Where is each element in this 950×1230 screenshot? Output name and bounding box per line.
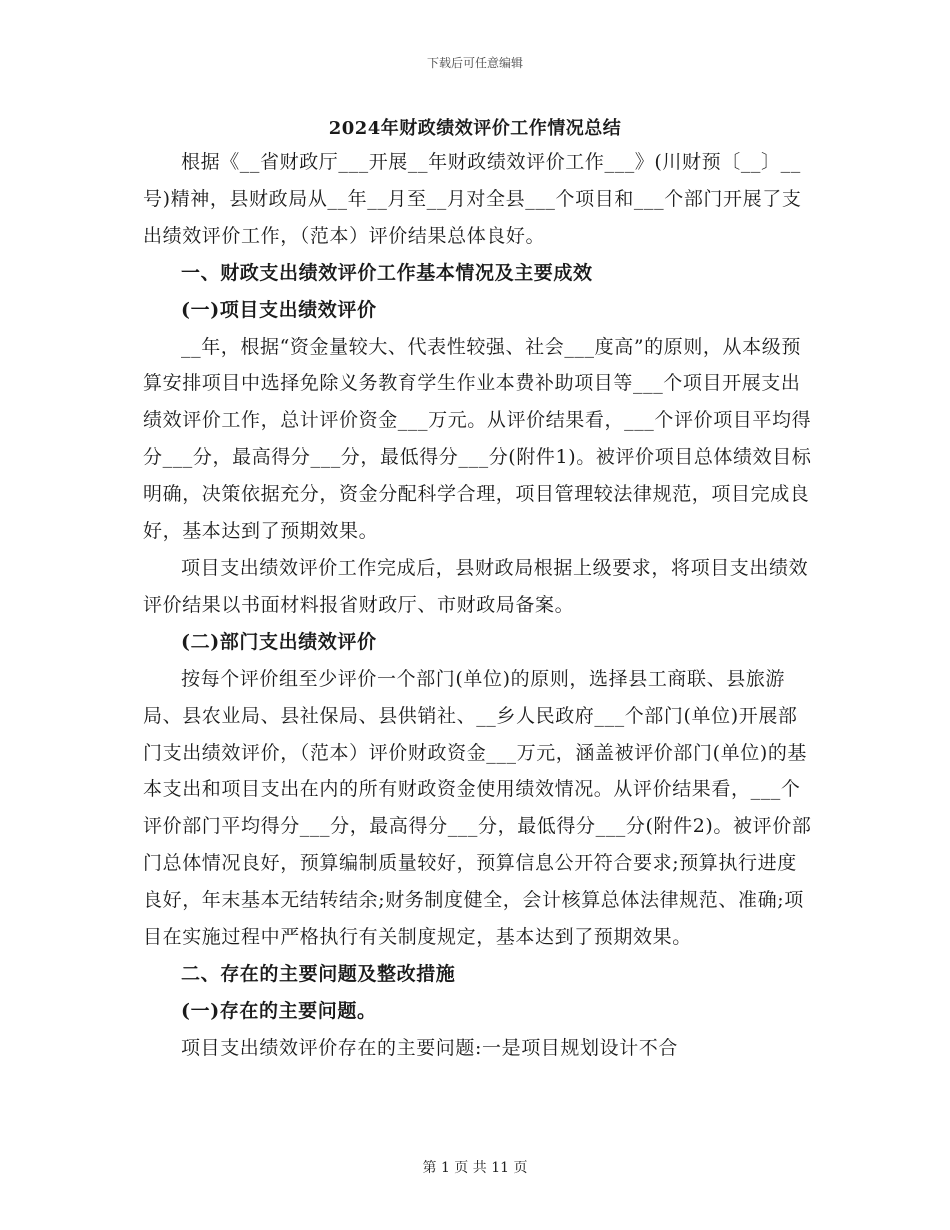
- subsection-heading-1-2: (二)部门支出绩效评价: [181, 630, 377, 653]
- body-paragraph: __年，根据“资金量较大、代表性较强、社会___度高”的原则，从本级预算安排项目中选择免除义务教育学生作业本费补助项目等___个项目开展支出绩效评价工作，总计评价资金___万元。从评价结果看，___个评价项目平均得分___分，最高得分___分，最低得分___分(附件1)。被评价项目总体绩效目标明确，决策依据充分，资金分配科学合理，项目管理较法律规范，项目完成良好，基本达到了预期效果。: [143, 335, 812, 543]
- section-heading-1: 一、财政支出绩效评价工作基本情况及主要成效: [181, 261, 593, 284]
- document-body: [143, 144, 815, 1067]
- section-heading-2: 二、存在的主要问题及整改措施: [181, 962, 456, 985]
- document-title: 2024年财政绩效评价工作情况总结: [328, 118, 622, 139]
- subsection-heading-2-1: (一)存在的主要问题。: [181, 999, 377, 1022]
- intro-paragraph: 根据《__省财政厅___开展__年财政绩效评价工作___》(川财预〔__〕__号)精神，县财政局从__年__月至__月对全县___个项目和___个部门开展了支出绩效评价工作，（范本）评价结果总体良好。: [143, 151, 802, 247]
- page-header-note: 下载后可任意编辑: [426, 56, 523, 70]
- body-paragraph: 按每个评价组至少评价一个部门(单位)的原则，选择县工商联、县旅游局、县农业局、县社保局、县供销社、__乡人民政府___个部门(单位)开展部门支出绩效评价，（范本）评价财政资金___万元，涵盖被评价部门(单位)的基本支出和项目支出在内的所有财政资金使用绩效情况。从评价结果看，___个评价部门平均得分___分，最高得分___分，最低得分___分(附件2)。被评价部门总体情况良好，预算编制质量较好，预算信息公开符合要求;预算执行进度良好，年末基本无结转结余;财务制度健全，会计核算总体法律规范、准确;项目在实施过程中严格执行有关制度规定，基本达到了预期效果。: [143, 667, 812, 949]
- subsection-heading-1-1: (一)项目支出绩效评价: [181, 298, 377, 321]
- page-number: 第 1 页 共 11 页: [422, 1160, 528, 1176]
- body-paragraph: 项目支出绩效评价工作完成后，县财政局根据上级要求，将项目支出绩效评价结果以书面材料报省财政厅、市财政局备案。: [143, 556, 809, 616]
- body-paragraph: 项目支出绩效评价存在的主要问题:一是项目规划设计不合: [181, 1036, 679, 1059]
